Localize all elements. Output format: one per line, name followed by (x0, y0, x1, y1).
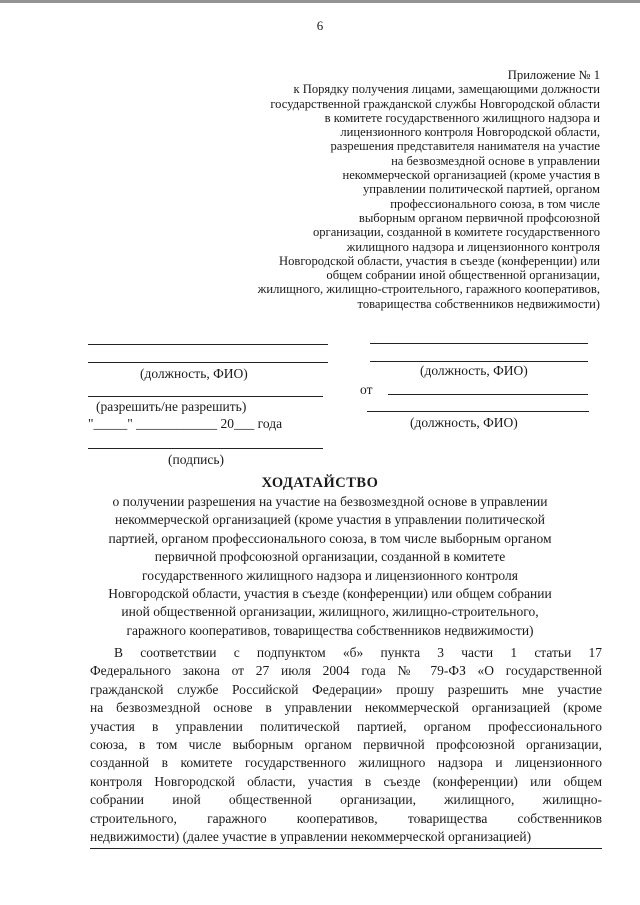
appendix-line: Приложение № 1 (507, 68, 600, 82)
subtitle-line: гаражного кооперативов, товарищества собственников недвижимости) (126, 622, 534, 638)
body-line: строительного, гаражного кооперативов, товарищества собственников (90, 810, 602, 826)
appendix-line: к Порядку получения лицами, замещающими должности (293, 82, 600, 97)
subtitle-line: некоммерческой организацией (кроме участия в управлении политической (115, 512, 545, 528)
document-title: ХОДАТАЙСТВО (261, 475, 379, 491)
body-line: созданной в комитете государственного жилищного надзора и лицензионного (90, 755, 602, 771)
page-number: 6 (316, 18, 324, 33)
body-line: участия в управлении политической партией, органом профессионального (90, 718, 602, 734)
signature-caption: (подпись) (168, 452, 225, 467)
petition-body (90, 644, 602, 846)
document-subtitle (60, 493, 600, 640)
appendix-line: в комитете государственного жилищного надзора и (324, 110, 600, 125)
appendix-line: некоммерческой организацией (кроме участия в (342, 168, 600, 183)
appendix-line: управлении политической партией, органом (362, 182, 600, 197)
appendix-line: выборным органом первичной профсоюзной (358, 210, 600, 225)
appendix-line: Новгородской области, участия в съезде (конференции) или (278, 253, 600, 268)
body-line: контроля Новгородской области, участия в съезде (конференции) или общем (90, 773, 602, 789)
subtitle-line: Новгородской области, участия в съезде (конференции) или общем собрании (108, 586, 552, 602)
addressee-line-1[interactable] (370, 343, 588, 344)
applicant-line-1[interactable] (388, 394, 588, 395)
from-label: от (360, 382, 373, 397)
appendix-line: разрешения представителя нанимателя на участие (330, 139, 600, 154)
applicant-line-2[interactable] (367, 411, 589, 412)
addressee-line-2[interactable] (370, 361, 588, 362)
body-line: союза, в том числе выборным органом первичной профсоюзной организации, (90, 737, 602, 753)
body-line: Федерального закона от 27 июля 2004 года № 79-ФЗ «О государственной (90, 663, 602, 679)
decision-line[interactable] (88, 396, 323, 397)
subtitle-line: о получении разрешения на участие на безвозмездной основе в управлении (112, 494, 548, 509)
page-top-edge (0, 0, 640, 3)
appendix-line: лицензионного контроля Новгородской области, (340, 125, 600, 140)
appendix-line: на безвозмездной основе в управлении (391, 153, 600, 168)
body-line: гражданской службе Российской Федерации» прошу разрешить мне участие (90, 681, 602, 697)
appendix-line: организации, созданной в комитете государственного (312, 225, 600, 240)
appendix-line: общем собрании иной общественной организации, (326, 268, 600, 283)
body-line: В соответствии с подпунктом «б» пункта 3 части 1 статьи 17 (114, 645, 602, 660)
addressee-position-caption: (должность, ФИО) (420, 363, 528, 378)
appendix-line: жилищного, жилищно-строительного, гаражного кооперативов, (257, 282, 600, 297)
body-line: недвижимости) (далее участие в управлении некоммерческой организацией) (90, 829, 532, 845)
appendix-line: профессионального союза, в том числе (390, 196, 600, 211)
appendix-line: жилищного надзора и лицензионного контроля (346, 239, 600, 254)
body-line: на безвозмездной основе в управлении некоммерческой организацией (кроме (90, 700, 602, 716)
subtitle-line: государственного жилищного надзора и лицензионного контроля (142, 567, 518, 583)
continuation-line[interactable] (90, 848, 602, 849)
body-line: собрании иной общественной организации, жилищного, жилищно- (90, 792, 602, 808)
date-line[interactable]: "_____" ____________ 20___ года (88, 416, 283, 431)
approver-position-caption: (должность, ФИО) (140, 366, 248, 381)
approver-line-2[interactable] (88, 362, 328, 363)
appendix-line: государственной гражданской службы Новгородской области (270, 96, 600, 111)
appendix-header (160, 68, 600, 311)
subtitle-line: партией, органом профессионального союза, в том числе выборным органом (108, 530, 552, 546)
applicant-position-caption: (должность, ФИО) (410, 415, 518, 430)
decision-caption: (разрешить/не разрешить) (96, 399, 247, 414)
appendix-line: товарищества собственников недвижимости) (357, 296, 600, 311)
signature-line[interactable] (88, 448, 323, 449)
subtitle-line: первичной профсоюзной организации, созданной в комитете (154, 549, 506, 565)
subtitle-line: иной общественной организации, жилищного, жилищно-строительного, (121, 604, 539, 620)
approver-line-1[interactable] (88, 344, 328, 345)
